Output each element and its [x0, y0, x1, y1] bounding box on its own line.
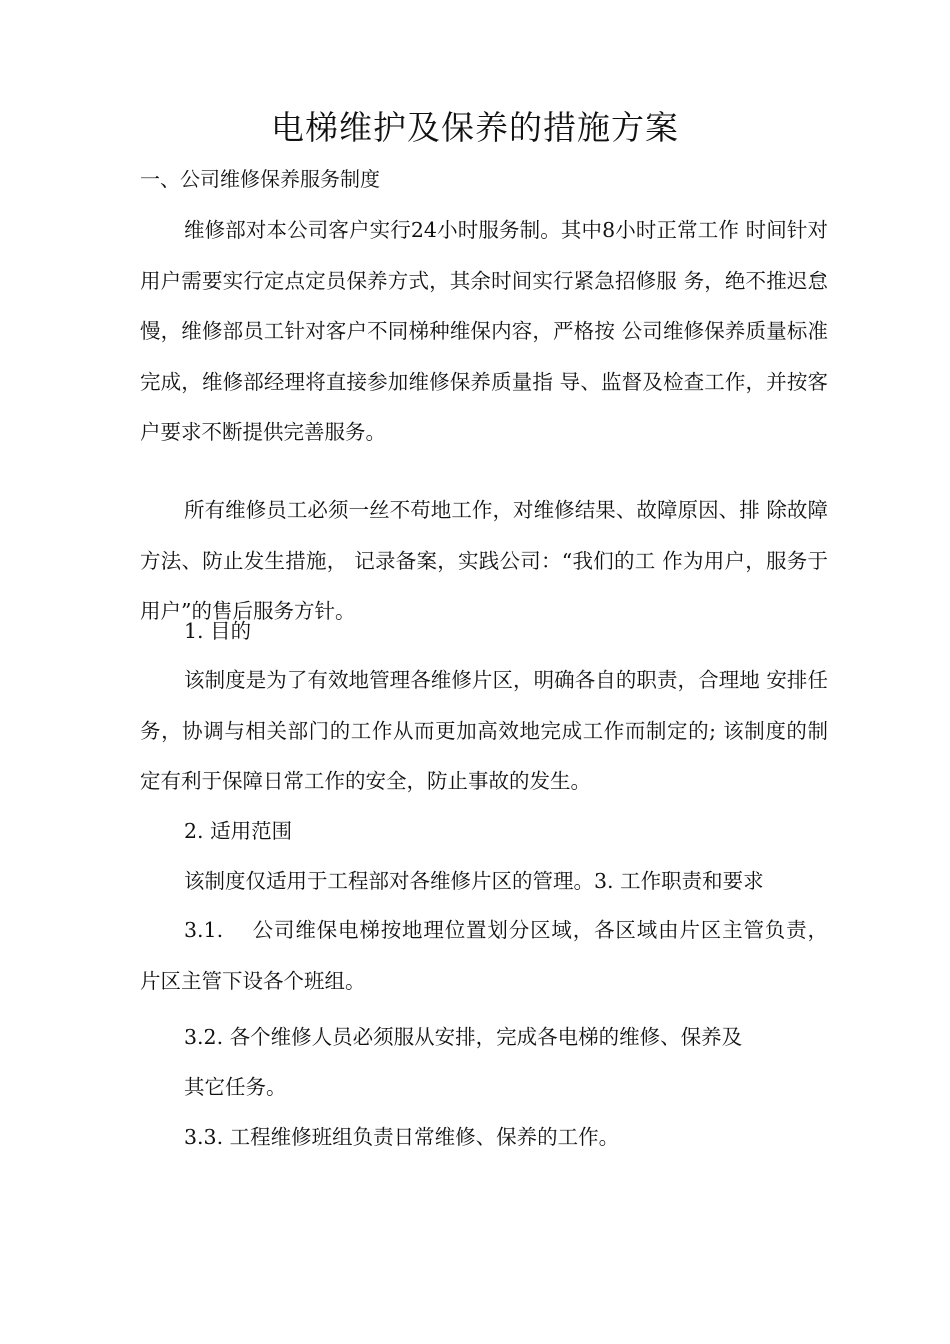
item-heading-scope: 2. 适用范围: [184, 819, 293, 843]
section-heading: 一、公司维修保养服务制度: [140, 167, 380, 191]
document-title: 电梯维护及保养的措施方案: [271, 108, 679, 147]
item-heading-purpose: 1. 目的: [184, 619, 252, 643]
item-3-3: 3.3. 工程维修班组负责日常维修、保养的工作。: [184, 1125, 620, 1149]
paragraph-purpose: 该制度是为了有效地管理各维修片区，明确各自的职责，合理地 安排任务，协调与相关部门的工作从而更加高效地完成工作而制定的; 该制度的制定有利于保障日常工作的安全，防止事故的发生。: [140, 668, 828, 793]
item-3-2-line-2: 其它任务。: [184, 1075, 287, 1099]
paragraph-service-system: 维修部对本公司客户实行24小时服务制。其中8小时正常工作 时间针对用户需要实行定点定员保养方式，其余时间实行紧急招修服 务，绝不推迟怠慢，维修部员工针对客户不同梯种维保内容，严格按 公司维修保养质量标准完成，维修部经理将直接参加维修保养质量指 导、监督及检查工作，并按客户要求不断提供完善服务。: [140, 218, 828, 444]
item-3-2-line-1: 3.2. 各个维修人员必须服从安排，完成各电梯的维修、保养及: [184, 1025, 743, 1049]
paragraph-work-requirements: 所有维修员工必须一丝不苟地工作，对维修结果、故障原因、排 除故障方法、防止发生措施， 记录备案，实践公司：“我们的工 作为用户，服务于用户”的售后服务方针。: [140, 498, 828, 623]
scope-text: 该制度仅适用于工程部对各维修片区的管理。3. 工作职责和要求: [184, 869, 764, 893]
item-3-1: 3.1. 公司维保电梯按地理位置划分区域，各区域由片区主管负责， 片区主管下设各个班组。: [140, 918, 828, 993]
